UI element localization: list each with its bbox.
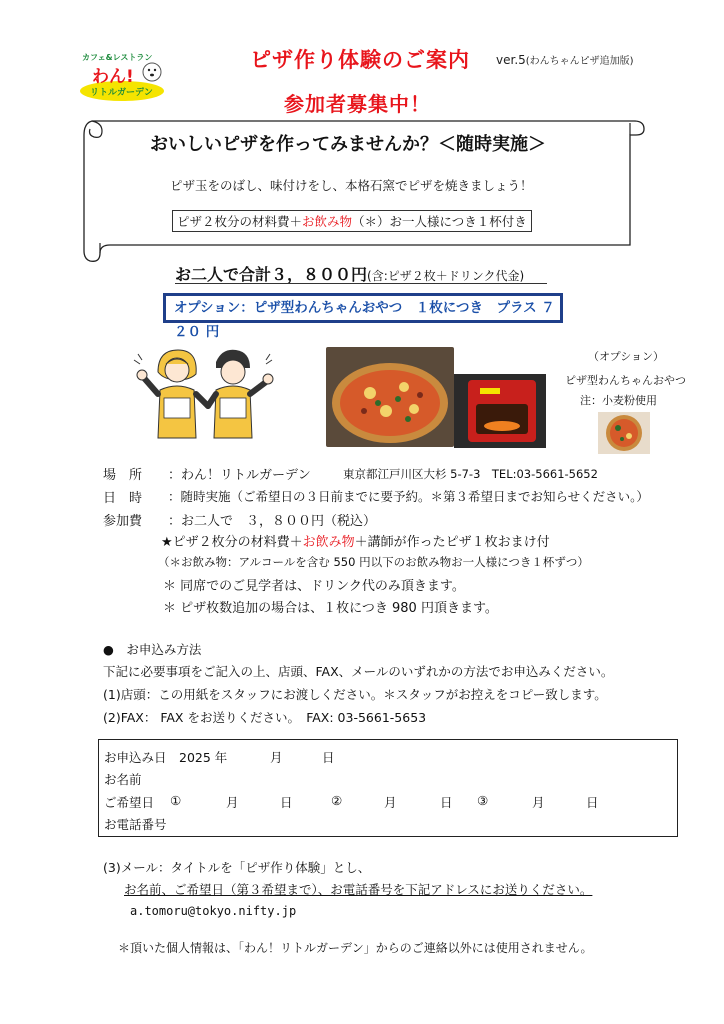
mail-method: (3)メール：タイトルを「ピザ作り体験」とし、 bbox=[103, 860, 371, 875]
form-date-label: お申込み日 2025 年 bbox=[104, 750, 228, 765]
form-wish1-month: 月 bbox=[226, 795, 239, 810]
fee-label: 参加費 bbox=[103, 514, 143, 529]
banner-subtitle: ピザ玉をのばし、味付けをし、本格石窯でピザを焼きましょう！ bbox=[170, 178, 533, 193]
form-wish3-mark: ③ bbox=[477, 793, 489, 808]
banner-headline: おいしいピザを作ってみませんか？＜随時実施＞ bbox=[150, 134, 546, 155]
apply-heading: ● お申込み方法 bbox=[103, 642, 202, 657]
fee-includes-text-2: ＋講師が作ったピザ１枚おまけ付 bbox=[354, 535, 550, 550]
apply-intro: 下記に必要事項をご記入の上、店頭、FAX、メールのいずれかの方法でお申込みください。 bbox=[103, 664, 614, 679]
place-address: 東京都江戸川区大杉 5-7-3 TEL:03-5661-5652 bbox=[343, 467, 598, 481]
price-main: お二人で合計３，８００円 bbox=[175, 265, 368, 284]
form-wish2-day: 日 bbox=[440, 795, 453, 810]
extra-pizza-note: ＊ ピザ枚数追加の場合は、１枚につき 980 円頂きます。 bbox=[163, 601, 498, 616]
oven-photo bbox=[454, 374, 546, 448]
snack-note-label: 注：小麦粉使用 bbox=[580, 394, 657, 407]
banner-box-text-1: ピザ２枚分の材料費＋ bbox=[177, 214, 303, 229]
form-wish2-month: 月 bbox=[384, 795, 397, 810]
privacy-note: ＊頂いた個人情報は、「わん！リトルガーデン」からのご連絡以外には使用されません。 bbox=[118, 941, 593, 955]
form-name-label: お名前 bbox=[104, 772, 142, 787]
place-label: 場 所 bbox=[103, 468, 143, 483]
logo-main-text: わん! bbox=[92, 67, 134, 87]
form-wish1-mark: ① bbox=[170, 793, 182, 808]
form-date-month: 月 bbox=[270, 750, 283, 765]
price-note: (含:ピザ２枚＋ドリンク代金) bbox=[367, 269, 525, 283]
logo-top-text: カフェ&レストラン bbox=[82, 53, 153, 62]
logo-sub-text: リトルガーデン bbox=[90, 88, 153, 98]
banner-included-box bbox=[172, 210, 532, 232]
apply-method-store: (1)店頭：この用紙をスタッフにお渡しください。＊スタッフがお控えをコピー致します。 bbox=[103, 687, 607, 702]
form-wish3-day: 日 bbox=[586, 795, 599, 810]
fee-includes bbox=[161, 531, 550, 550]
version-note: (わんちゃんピザ追加版) bbox=[525, 56, 634, 67]
form-wish3-month: 月 bbox=[532, 795, 545, 810]
form-date-day: 日 bbox=[322, 750, 335, 765]
snack-name-label: ピザ型わんちゃんおやつ bbox=[565, 374, 686, 387]
option-text: オプション：ピザ型わんちゃんおやつ １枚につき プラス ７２０ 円 bbox=[165, 295, 561, 321]
dog-snack-photo bbox=[598, 412, 650, 454]
banner-box-text-2: （＊）お一人様につき１杯付き bbox=[352, 214, 527, 229]
fee-includes-drink: お飲み物 bbox=[302, 535, 355, 550]
form-wish-label: ご希望日 bbox=[104, 795, 155, 810]
price-underline bbox=[175, 283, 547, 284]
time-value: ：随時実施（ご希望日の３日前までに要予約。＊第３希望日までお知らせください。） bbox=[168, 489, 649, 504]
version-number: ver.5 bbox=[496, 53, 526, 67]
banner-box-drink: お飲み物 bbox=[302, 214, 353, 229]
snack-option-label: （オプション） bbox=[588, 350, 665, 363]
staff-illustration bbox=[130, 342, 280, 452]
fee-drink-note: （＊お飲み物：アルコールを含む 550 円以下のお飲み物お一人様につき１杯ずつ） bbox=[158, 555, 589, 569]
form-wish1-day: 日 bbox=[280, 795, 293, 810]
form-wish2-mark: ② bbox=[331, 793, 343, 808]
fee-includes-text-1: ★ピザ２枚分の材料費＋ bbox=[161, 535, 303, 550]
observer-note: ＊ 同席でのご見学者は、ドリンク代のみ頂きます。 bbox=[163, 579, 465, 594]
recruit-heading: 参加者募集中！ bbox=[284, 92, 431, 116]
place-value: ：わん！リトルガーデン bbox=[168, 468, 311, 483]
contact-email[interactable]: a.tomoru@tokyo.nifty.jp bbox=[130, 904, 297, 918]
version-label bbox=[496, 52, 634, 67]
page-title: ピザ作り体験のご案内 bbox=[250, 48, 470, 72]
price-total bbox=[175, 262, 524, 285]
fee-value: ：お二人で ３，８００円（税込） bbox=[168, 514, 377, 529]
time-label: 日 時 bbox=[103, 491, 143, 506]
restaurant-logo bbox=[78, 50, 170, 105]
pizza-photo bbox=[326, 347, 454, 447]
form-phone-label: お電話番号 bbox=[104, 817, 167, 832]
apply-method-fax: (2)FAX： FAX をお送りください。 FAX: 03-5661-5653 bbox=[103, 710, 427, 725]
mail-instructions: お名前、ご希望日（第３希望まで）、お電話番号を下記アドレスにお送りください。 bbox=[124, 882, 593, 897]
